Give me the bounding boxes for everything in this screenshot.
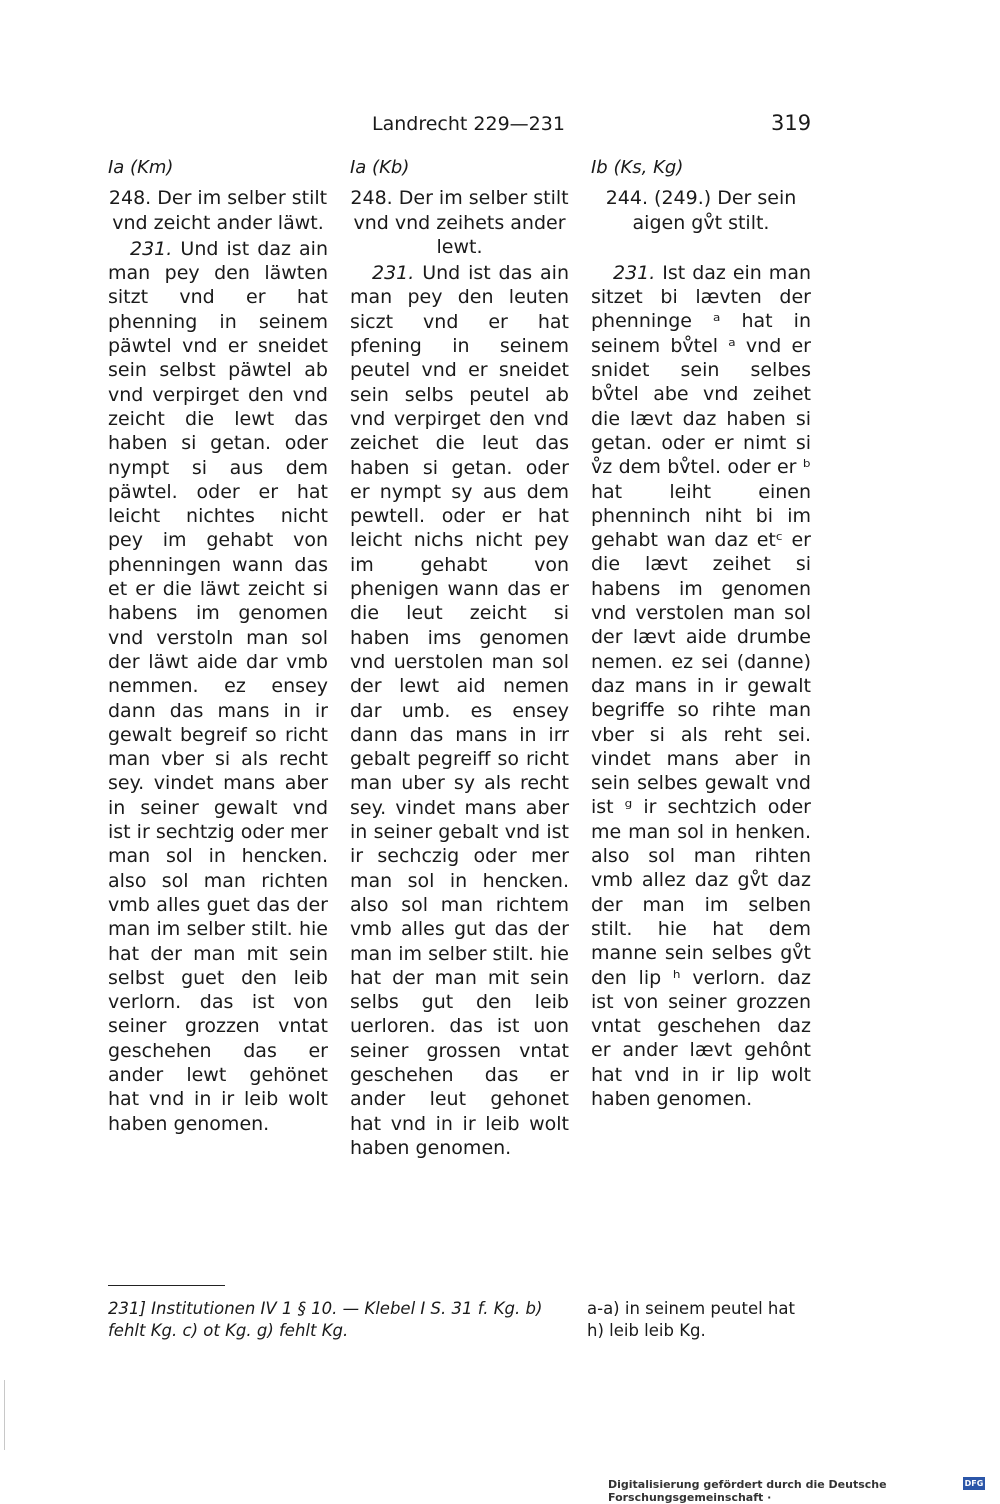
dfg-logo: DFG bbox=[964, 1479, 984, 1488]
chapter-title: 244. (249.) Der sein aigen gv̊t stilt. bbox=[605, 187, 797, 234]
footnote-a: a-a) in seinem peutel hat bbox=[587, 1299, 795, 1318]
digitization-credit: Digitalisierung gefördert durch die Deutsche Forschungsgemeinschaft · bbox=[608, 1478, 887, 1504]
column-siglum: Ia (Km) bbox=[108, 157, 174, 178]
paragraph-text bbox=[350, 261, 569, 1160]
paragraph-body: Und ist daz ain man pey den läwten sitzt vnd er hat phenning in seinem päwtel vnd er sneidet sein selbst päwtel ab vnd verpirget den vnd zeicht die lewt das haben si getan. oder nympt si aus dem päwtel. oder er hat leicht nichtes nicht pey im gehabt von phenningen wann das et er die läwt zeicht si habens im genomen vnd verstoln man sol der läwt aide dar vmb nemmen. ez ensey dann das mans in ir gewalt begreif so richt man vber si als recht sey. vindet mans aber in seiner gewalt vnd ist ir sechtzig oder mer man sol in hencken. also sol man richten vmb alles guet das der man im selber stilt. hie hat der man mit sein selbst guet den leib verlorn. das ist von seiner grozzen vntat geschehen das er ander lewt gehönet hat vnd in ir leib wolt haben genomen. bbox=[108, 237, 328, 1135]
column-ib-ks-kg bbox=[591, 156, 811, 1130]
chapter-title: 248. Der im selber stilt vnd vnd zeihets ander lewt. bbox=[350, 187, 569, 258]
paragraph-body: Ist daz ein man sitzet bi lævten der phenninge ᵃ hat in seinem bv̊tel ᵃ vnd er snidet sein selbes bv̊tel abe vnd zeihet die lævt daz haben si getan. oder er nimt si v̊z dem bv̊tel. oder er ᵇ hat leiht einen phenninch niht bi im gehabt wan daz etᶜ er die lævt zeihet si habens im genomen vnd verstolen man sol der lævt aide drumbe nemen. ez sei (danne) daz mans in ir gewalt begriffe so rihte man vber si als reht sei. vindet mans aber in sein selbes gewalt vnd ist ᵍ ir sechtzich oder me man sol in henken. also sol man rihten vmb allez daz gv̊t daz der man im selben stilt. hie hat dem manne sein selbes gv̊t den lip ʰ verlorn. daz ist von seiner grozzen vntat geschehen daz er ander lævt gehônt hat vnd in ir lip wolt haben genomen. bbox=[591, 261, 811, 1110]
running-header: Landrecht 229—231 bbox=[372, 113, 565, 135]
scan-edge-mark bbox=[4, 1380, 5, 1450]
paragraph-number: 231. bbox=[372, 262, 415, 285]
page-number: 319 bbox=[771, 111, 812, 135]
footnote-left: 231] Institutionen IV 1 § 10. — Klebel I S. 31 f. Kg. b) fehlt Kg. c) ot Kg. g) fehlt Kg. bbox=[108, 1299, 543, 1340]
footnote-h: h) leib leib Kg. bbox=[587, 1321, 706, 1340]
paragraph-number: 231. bbox=[613, 261, 656, 284]
footnote-right bbox=[587, 1298, 817, 1342]
paragraph-text bbox=[108, 237, 328, 1136]
chapter-title: 248. Der im selber stilt vnd zeicht ander läwt. bbox=[108, 187, 328, 234]
paragraph-body: Und ist das ain man pey den leuten siczt vnd er hat pfening in seinem peutel vnd er sneidet sein selbs peutel ab vnd verpirget den vnd zeichet die leut das haben si getan. oder er nympt sy aus dem pewtell. oder er hat leicht nichs nicht pey im gehabt von phenigen wann das er die leut zeicht si haben ims genomen vnd uerstolen man sol der lewt aid nemen dar umb. es ensey dann das mans in irr gebalt pegreiff so richt man uber sy als recht sey. vindet mans aber in seiner gebalt vnd ist ir sechczig oder mer man sol in hencken. also sol man richtem vmb alles gut das der man im selber stilt. hie hat der man mit sein selbs gut den leib uerloren. das ist uon seiner grossen vntat geschehen das er ander leut gehonet hat vnd in ir leib wolt haben genomen. bbox=[350, 262, 569, 1159]
paragraph-text bbox=[591, 261, 811, 1111]
paragraph-number: 231. bbox=[130, 237, 173, 260]
footnote-separator bbox=[108, 1285, 225, 1286]
column-siglum: Ib (Ks, Kg) bbox=[591, 157, 684, 178]
column-ia-kb bbox=[350, 156, 569, 1179]
column-siglum: Ia (Kb) bbox=[350, 157, 410, 178]
column-ia-km bbox=[108, 156, 328, 1155]
